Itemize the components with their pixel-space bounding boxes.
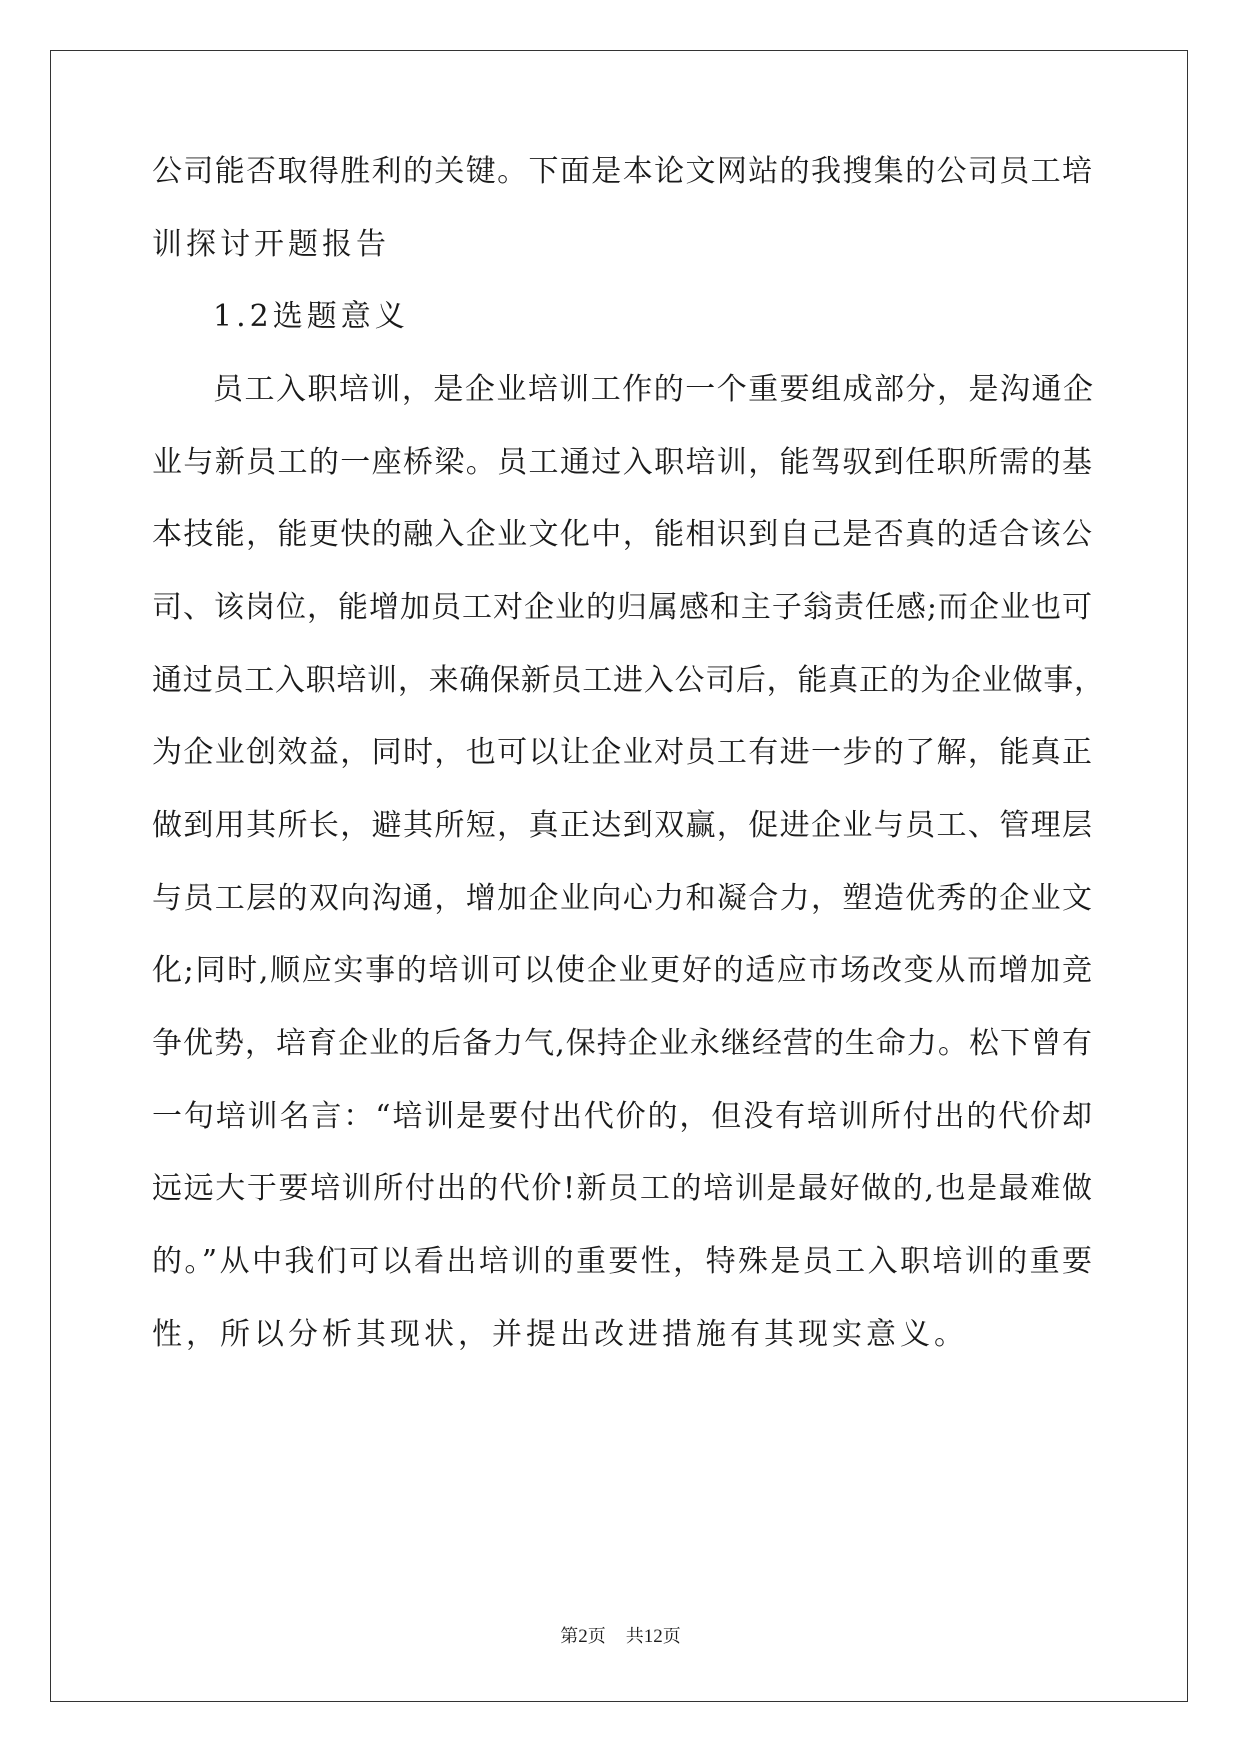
footer-total-prefix: 共 — [625, 1626, 644, 1647]
body-line-15: 远远大于要培训所付出的代价!新员工的培训是最好做的,也是最难做 — [152, 1171, 1092, 1206]
footer-page-prefix: 第 — [560, 1626, 579, 1647]
body-line-7: 司、该岗位，能增加员工对企业的归属感和主子翁责任感;而企业也可 — [152, 590, 1092, 625]
section-heading: 1.2选题意义 — [213, 299, 409, 334]
body-line-10: 做到用其所长，避其所短，真正达到双赢，促进企业与员工、管理层 — [152, 808, 1092, 843]
footer-page-total: 12 — [643, 1626, 663, 1647]
body-line-17: 性，所以分析其现状，并提出改进措施有其现实意义。 — [152, 1317, 968, 1352]
footer-page-current: 2 — [578, 1626, 588, 1647]
body-line-12: 化;同时,顺应实事的培训可以使企业更好的适应市场改变从而增加竞 — [152, 953, 1092, 988]
body-line-2: 训探讨开题报告 — [152, 227, 390, 262]
body-line-14: 一句培训名言：“培训是要付出代价的，但没有培训所付出的代价却 — [152, 1099, 1092, 1134]
body-line-11: 与员工层的双向沟通，增加企业向心力和凝合力，塑造优秀的企业文 — [152, 881, 1092, 916]
body-line-13: 争优势，培育企业的后备力气,保持企业永继经营的生命力。松下曾有 — [152, 1026, 1092, 1061]
body-line-4: 员工入职培训，是企业培训工作的一个重要组成部分，是沟通企 — [213, 372, 1093, 407]
body-line-9: 为企业创效益，同时，也可以让企业对员工有进一步的了解，能真正 — [152, 735, 1092, 770]
page-footer — [0, 1625, 1241, 1649]
footer-total-suffix: 页 — [662, 1626, 681, 1647]
footer-page-mid: 页 — [587, 1626, 606, 1647]
body-line-8: 通过员工入职培训，来确保新员工进入公司后，能真正的为企业做事， — [152, 663, 1104, 698]
body-line-16: 的。”从中我们可以看出培训的重要性，特殊是员工入职培训的重要 — [152, 1244, 1092, 1279]
body-line-5: 业与新员工的一座桥梁。员工通过入职培训，能驾驭到任职所需的基 — [152, 445, 1092, 480]
body-line-6: 本技能，能更快的融入企业文化中，能相识到自己是否真的适合该公 — [152, 517, 1092, 552]
body-line-1: 公司能否取得胜利的关键。下面是本论文网站的我搜集的公司员工培 — [152, 154, 1092, 189]
